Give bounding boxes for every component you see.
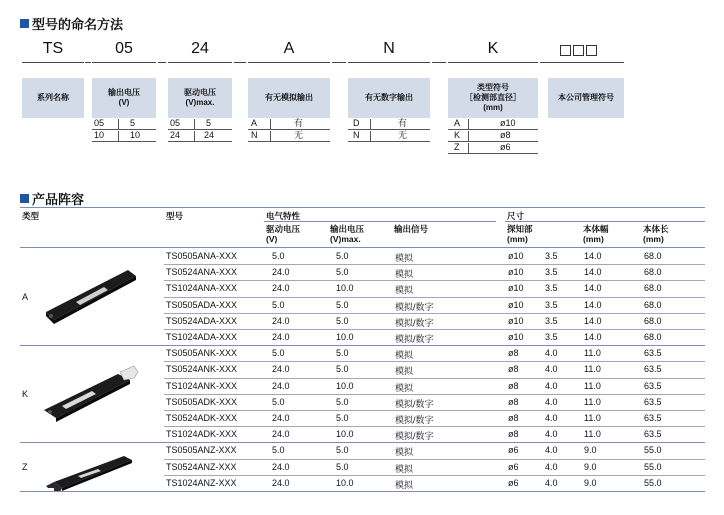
cell-output: 5.0 — [336, 445, 349, 456]
cell-probe: ø8 — [508, 396, 519, 407]
col-header-dimensions: 尺寸 — [507, 211, 525, 221]
cell-width: 11.0 — [584, 364, 601, 375]
analog-row: N 无 — [248, 130, 330, 142]
cell-output: 5.0 — [336, 348, 349, 359]
cell-probe: ø8 — [508, 364, 519, 375]
row-divider — [164, 313, 705, 314]
col-header-output-signal: 输出信号 — [394, 224, 429, 234]
header-output-voltage: 输出电压 (V) — [92, 78, 156, 118]
cell-width: 14.0 — [584, 299, 602, 310]
type-label-k: K — [22, 389, 29, 399]
cell-drive: 24.0 — [272, 283, 290, 294]
cell-length: 68.0 — [644, 299, 662, 310]
cell-model: TS0505ADK-XXX — [166, 396, 238, 407]
cell-model: TS1024ADK-XXX — [166, 429, 238, 440]
cell-model: TS1024ADA-XXX — [166, 332, 238, 342]
cell-output: 5.0 — [336, 364, 349, 375]
digital-row: D 有 — [348, 118, 430, 130]
row-divider — [164, 459, 705, 460]
cell-length: 63.5 — [644, 380, 662, 391]
cell-drive: 24.0 — [272, 461, 290, 472]
cell-drive: 24.0 — [272, 267, 290, 278]
cell-output: 10.0 — [336, 380, 354, 391]
cell-signal: 模拟/数字 — [395, 334, 434, 344]
cell-signal: 模拟 — [395, 447, 414, 458]
row-divider — [164, 378, 705, 379]
cell-length: 55.0 — [644, 461, 662, 472]
cell-output: 5.0 — [336, 461, 349, 472]
type-label-a: A — [22, 292, 29, 302]
cell-drive: 24.0 — [272, 380, 290, 391]
cell-model: TS0505ADA-XXX — [166, 299, 238, 310]
col-header-type: 类型 — [22, 211, 40, 221]
cell-probe2: 4.0 — [545, 445, 558, 456]
cell-signal: 模拟/数字 — [395, 398, 434, 409]
code-drive-voltage: 24 — [191, 40, 209, 57]
code-output-voltage: 05 — [115, 40, 133, 57]
header-series-name: 系列名称 — [22, 78, 84, 118]
cell-signal: 模拟 — [395, 479, 414, 490]
cell-length: 68.0 — [644, 283, 662, 294]
lineup-section-title — [20, 189, 84, 208]
cell-width: 11.0 — [584, 348, 601, 359]
cell-probe2: 4.0 — [545, 380, 558, 391]
cell-model: TS0524ANA-XXX — [166, 267, 238, 278]
cell-length: 55.0 — [644, 477, 662, 488]
col-header-length: 本体长 (mm) — [643, 224, 669, 244]
cell-drive: 24.0 — [272, 413, 290, 423]
cell-width: 9.0 — [584, 477, 597, 488]
cell-length: 68.0 — [644, 332, 662, 342]
row-divider — [164, 264, 705, 265]
cell-probe2: 3.5 — [545, 299, 558, 310]
cell-signal: 模拟 — [395, 366, 414, 377]
cell-probe2: 4.0 — [545, 396, 558, 407]
sensor-image-type-a — [40, 262, 140, 328]
code-analog: A — [283, 40, 295, 57]
cell-probe2: 3.5 — [545, 251, 558, 261]
lineup-title-text: 产品阵容 — [32, 192, 85, 207]
row-divider — [164, 297, 705, 298]
cell-probe: ø10 — [508, 332, 524, 342]
cell-probe: ø8 — [508, 380, 519, 391]
cell-signal: 模拟 — [395, 253, 414, 263]
cell-drive: 24.0 — [272, 364, 290, 375]
row-divider — [164, 329, 705, 330]
cell-drive: 24.0 — [272, 315, 290, 326]
cell-signal: 模拟 — [395, 285, 414, 296]
col-header-width: 本体幅 (mm) — [583, 224, 609, 244]
cell-signal: 模拟 — [395, 350, 414, 361]
type-symbol-row: Z ø6 — [448, 142, 538, 154]
cell-signal: 模拟/数字 — [395, 317, 434, 328]
type-label-z: Z — [22, 462, 28, 472]
cell-probe2: 4.0 — [545, 429, 558, 440]
cell-drive: 24.0 — [272, 332, 290, 342]
naming-title-text: 型号的命名方法 — [32, 17, 124, 32]
cell-drive: 5.0 — [272, 445, 285, 456]
cell-drive: 24.0 — [272, 477, 290, 488]
cell-output: 5.0 — [336, 413, 349, 423]
cell-drive: 5.0 — [272, 299, 285, 310]
group-divider — [20, 345, 705, 346]
cell-output: 5.0 — [336, 315, 349, 326]
cell-output: 10.0 — [336, 283, 354, 294]
cell-probe2: 3.5 — [545, 267, 558, 278]
cell-width: 14.0 — [584, 283, 602, 294]
cell-probe: ø10 — [508, 315, 524, 326]
cell-signal: 模拟/数字 — [395, 301, 434, 312]
cell-length: 63.5 — [644, 364, 662, 375]
cell-output: 10.0 — [336, 477, 354, 488]
cell-probe: ø10 — [508, 299, 524, 310]
cell-length: 68.0 — [644, 315, 662, 326]
cell-model: TS0505ANZ-XXX — [166, 445, 237, 456]
cell-width: 14.0 — [584, 251, 602, 261]
drive-voltage-row: 24 24 — [168, 130, 232, 142]
cell-length: 63.5 — [644, 429, 662, 440]
cell-probe2: 4.0 — [545, 477, 558, 488]
cell-output: 5.0 — [336, 396, 349, 407]
cell-probe2: 4.0 — [545, 461, 558, 472]
cell-model: TS0524ADK-XXX — [166, 413, 238, 423]
drive-voltage-row: 05 5 — [168, 118, 232, 130]
row-divider — [164, 394, 705, 395]
cell-probe: ø8 — [508, 413, 519, 423]
cell-width: 9.0 — [584, 461, 597, 472]
col-header-model: 型号 — [166, 211, 184, 221]
cell-output: 5.0 — [336, 251, 349, 261]
row-divider — [164, 361, 705, 362]
col-header-output-voltage: 输出电压 (V)max. — [330, 224, 365, 244]
cell-probe: ø8 — [508, 348, 519, 359]
cell-probe: ø10 — [508, 251, 524, 261]
code-series: TS — [42, 40, 64, 57]
cell-signal: 模拟 — [395, 269, 414, 280]
code-type: K — [487, 40, 499, 57]
cell-probe2: 4.0 — [545, 413, 558, 423]
cell-width: 11.0 — [584, 413, 601, 423]
cell-probe: ø10 — [508, 283, 524, 294]
cell-probe: ø8 — [508, 429, 519, 440]
cell-width: 9.0 — [584, 445, 597, 456]
cell-probe2: 3.5 — [545, 283, 558, 294]
cell-drive: 5.0 — [272, 396, 285, 407]
cell-probe: ø6 — [508, 477, 519, 488]
cell-probe: ø6 — [508, 461, 519, 472]
cell-width: 14.0 — [584, 315, 602, 326]
cell-width: 14.0 — [584, 332, 602, 342]
row-divider — [164, 426, 705, 427]
cell-width: 11.0 — [584, 429, 601, 440]
cell-model: TS1024ANK-XXX — [166, 380, 238, 391]
cell-signal: 模拟 — [395, 382, 414, 393]
analog-row: A 有 — [248, 118, 330, 130]
cell-model: TS0505ANK-XXX — [166, 348, 238, 359]
header-analog-output: 有无模拟输出 — [248, 78, 330, 118]
cell-drive: 5.0 — [272, 348, 285, 359]
output-voltage-row: 10 10 — [92, 130, 156, 142]
cell-output: 5.0 — [336, 267, 349, 278]
cell-probe2: 4.0 — [545, 348, 558, 359]
cell-signal: 模拟/数字 — [395, 415, 434, 425]
cell-length: 68.0 — [644, 251, 662, 261]
cell-output: 5.0 — [336, 299, 349, 310]
section-marker-icon — [20, 194, 29, 203]
header-mgmt-symbol: 本公司管理符号 — [548, 78, 624, 118]
cell-length: 68.0 — [644, 267, 662, 278]
cell-model: TS0524ANZ-XXX — [166, 461, 237, 472]
cell-length: 63.5 — [644, 396, 662, 407]
section-marker-icon — [20, 19, 29, 28]
col-header-electrical: 电气特性 — [266, 211, 301, 221]
header-type-symbol: 类型符号 ［检测部直径］ (mm) — [448, 78, 538, 118]
cell-probe2: 3.5 — [545, 332, 558, 342]
mgmt-code-boxes — [560, 43, 599, 61]
cell-probe: ø6 — [508, 445, 519, 456]
digital-row: N 无 — [348, 130, 430, 142]
row-divider — [164, 475, 705, 476]
cell-signal: 模拟 — [395, 463, 414, 474]
row-divider — [164, 280, 705, 281]
sensor-image-type-k — [38, 364, 142, 426]
naming-section-title — [20, 14, 123, 33]
cell-probe2: 4.0 — [545, 364, 558, 375]
cell-width: 14.0 — [584, 267, 602, 278]
cell-signal: 模拟/数字 — [395, 431, 434, 442]
sensor-image-type-z — [40, 450, 140, 496]
col-header-drive-voltage: 驱动电压 (V) — [266, 224, 301, 244]
cell-length: 63.5 — [644, 348, 662, 359]
cell-model: TS0505ANA-XXX — [166, 251, 238, 261]
code-digital: N — [383, 40, 395, 57]
cell-output: 10.0 — [336, 429, 354, 440]
cell-output: 10.0 — [336, 332, 354, 342]
row-divider — [164, 410, 705, 411]
cell-probe2: 3.5 — [545, 315, 558, 326]
cell-model: TS0524ADA-XXX — [166, 315, 238, 326]
group-divider — [20, 491, 705, 492]
cell-model: TS1024ANZ-XXX — [166, 477, 237, 488]
cell-width: 11.0 — [584, 380, 601, 391]
cell-length: 63.5 — [644, 413, 662, 423]
cell-probe: ø10 — [508, 267, 524, 278]
cell-model: TS0524ANK-XXX — [166, 364, 238, 375]
group-divider — [20, 442, 705, 443]
cell-drive: 24.0 — [272, 429, 290, 440]
header-drive-voltage: 驱动电压 (V)max. — [168, 78, 232, 118]
header-digital-output: 有无数字输出 — [348, 78, 430, 118]
type-symbol-row: A ø10 — [448, 118, 538, 130]
output-voltage-row: 05 5 — [92, 118, 156, 130]
type-symbol-row: K ø8 — [448, 130, 538, 142]
cell-model: TS1024ANA-XXX — [166, 283, 238, 294]
cell-width: 11.0 — [584, 396, 601, 407]
cell-length: 55.0 — [644, 445, 662, 456]
cell-drive: 5.0 — [272, 251, 285, 261]
col-header-probe: 探知部 (mm) — [507, 224, 533, 244]
